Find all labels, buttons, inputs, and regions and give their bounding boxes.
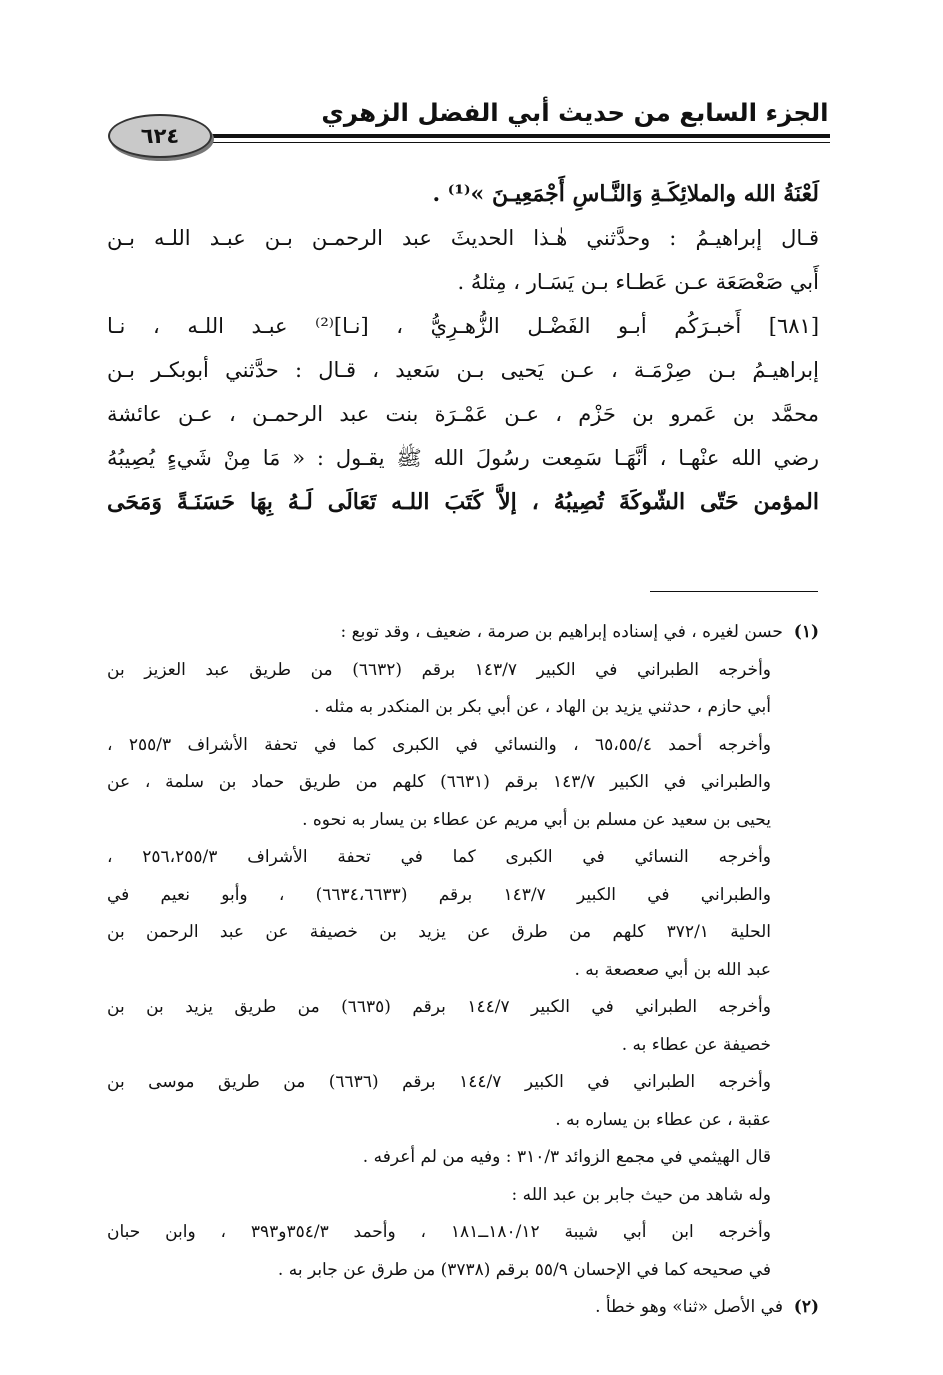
footnote-line bbox=[107, 1289, 819, 1327]
body-line: إبراهيـمُ بـن صِرْمَـة ، عـن يَحيى بـن سَعيد ، قـال : حدَّثني أبوبكـر بـن bbox=[107, 358, 819, 382]
footnote-line bbox=[107, 1139, 819, 1177]
running-header bbox=[100, 92, 830, 162]
footnote-line bbox=[107, 764, 819, 802]
footnote-line bbox=[107, 1214, 819, 1252]
footnote-line bbox=[107, 1102, 819, 1140]
footnote-line bbox=[107, 952, 819, 990]
body-line: أَبي صَعْصَعَة عـن عَطـاء بـن يَسَـار ، مِثلهُ . bbox=[457, 270, 819, 294]
footnote-text: حسن لغيره ، في إسناده إبراهيم بن صرمة ، ضعيف ، وقد توبع : bbox=[340, 622, 783, 642]
page-number: ٦٢٤ bbox=[140, 124, 180, 148]
body-line: محمَّد بن عَمرو بن حَزْم ، عـن عَمْـرَة بنت عبد الرحمـن ، عـن عائشة bbox=[107, 402, 819, 426]
footnote-separator bbox=[650, 591, 818, 592]
footnote-text: في صحيحه كما في الإحسان ٥٥/٩ برقم (٣٧٣٨) من طرق عن جابر به . bbox=[277, 1259, 771, 1280]
footnote-text: الحلية ٣٧٢/١ كلهم من طرق عن يزيد بن خصيفة عن عبد الرحمن بن bbox=[107, 922, 772, 942]
footnote-text: والطبراني في الكبير ١٤٣/٧ برقم (٦٦٣٤،٦٦٣٣) ، وأبو نعيم في bbox=[107, 884, 771, 905]
footnote-text: خصيفة عن عطاء به . bbox=[621, 1034, 771, 1055]
footnote-text: وأخرجه ابن أبي شيبة ١٨٠/١٢ــ١٨١ ، وأحمد ٣٥٤/٣و٣٩٣ ، وابن حبان bbox=[107, 1222, 771, 1242]
footnote-line bbox=[107, 1177, 819, 1215]
footnote-line bbox=[107, 802, 819, 840]
header-title: الجزء السابع من حديث أبي الفضل الزهري bbox=[321, 98, 829, 127]
footnote-text: أبي حازم ، حدثني يزيد بن الهاد ، عن أبي بكر بن المنكدر به مثله . bbox=[314, 697, 771, 717]
main-text bbox=[107, 172, 819, 524]
body-line: قـال إبراهيـمُ : وحدَّثني هٰـذا الحديثَ عبد الرحمـن بـن عبـد اللـه بـن bbox=[107, 226, 819, 250]
header-rule-thin bbox=[210, 142, 830, 143]
footnote-text: وأخرجه الطبراني في الكبير ١٤٣/٧ برقم (٦٦٣٢) من طريق عبد العزيز بن bbox=[107, 659, 772, 680]
body-line: [٦٨١] أَخبـرَكُم أبـو الفَضْـل الزُّهـرِيُّ ، [نـا]⁽²⁾ عبـد اللـه ، نـا bbox=[107, 314, 820, 338]
footnote-line bbox=[107, 877, 819, 915]
footnote-line bbox=[107, 914, 819, 952]
footnote-text: وله شاهد من حيث جابر بن عبد الله : bbox=[511, 1184, 771, 1205]
footnote-line bbox=[107, 1027, 819, 1065]
footnote-text: في الأصل «ثنا» وهو خطأ . bbox=[595, 1297, 783, 1317]
footnote-line bbox=[107, 989, 819, 1027]
footnotes bbox=[107, 614, 819, 1327]
footnote-text: وأخرجه أحمد ٦٥،٥٥/٤ ، والنسائي في الكبرى كما في تحفة الأشراف ٢٥٥/٣ ، bbox=[107, 734, 771, 755]
footnote-line bbox=[107, 689, 819, 727]
footnote-line bbox=[107, 839, 819, 877]
page-number-badge bbox=[108, 114, 212, 158]
footnote-line bbox=[107, 727, 819, 765]
body-line: لَعْنَةُ الله والملائِكَـةِ وَالنَّـاسِ أَجْمَعِيـنَ »⁽¹⁾ . bbox=[432, 181, 819, 207]
footnote-line bbox=[107, 1064, 819, 1102]
footnote-marker: (٢) bbox=[793, 1297, 819, 1317]
header-rule bbox=[210, 134, 830, 138]
footnote-line bbox=[107, 614, 819, 652]
body-line: رضي الله عنْهـا ، أنَّهَـا سَمِعت رسُولَ الله ﷺ يقـول : « مَا مِنْ شَيءٍ يُصِيبُهُ bbox=[107, 446, 819, 470]
footnote-marker: (١) bbox=[793, 622, 819, 642]
footnote-text: قال الهيثمي في مجمع الزوائد ٣١٠/٣ : وفيه من لم أعرفه . bbox=[362, 1147, 771, 1167]
footnote-text: وأخرجه النسائي في الكبرى كما في تحفة الأشراف ٢٥٦،٢٥٥/٣ ، bbox=[107, 847, 772, 867]
footnote-text: عقبة ، عن عطاء بن يساره به . bbox=[555, 1109, 771, 1130]
footnote-line bbox=[107, 652, 819, 690]
footnote-text: والطبراني في الكبير ١٤٣/٧ برقم (٦٦٣١) كلهم من طريق حماد بن سلمة ، عن bbox=[107, 772, 771, 792]
footnote-text: وأخرجه الطبراني في الكبير ١٤٤/٧ برقم (٦٦٣٥) من طريق يزيد بن بن bbox=[107, 997, 771, 1017]
body-line: المؤمن حَتّى الشّوكَةَ تُصِيبُهُ ، إلاَّ كَتَبَ اللـه تَعَالَى لَـهُ بِهَا حَسَنَـةً وَمَحَى bbox=[107, 489, 819, 515]
footnote-text: وأخرجه الطبراني في الكبير ١٤٤/٧ برقم (٦٦٣٦) من طريق موسى بن bbox=[107, 1072, 771, 1092]
footnote-text: يحيى بن سعيد عن مسلم بن أبي مريم عن عطاء بن يسار به نحوه . bbox=[302, 809, 771, 830]
footnote-line bbox=[107, 1252, 819, 1290]
footnote-text: عبد الله بن أبي صعصعة به . bbox=[574, 959, 771, 980]
